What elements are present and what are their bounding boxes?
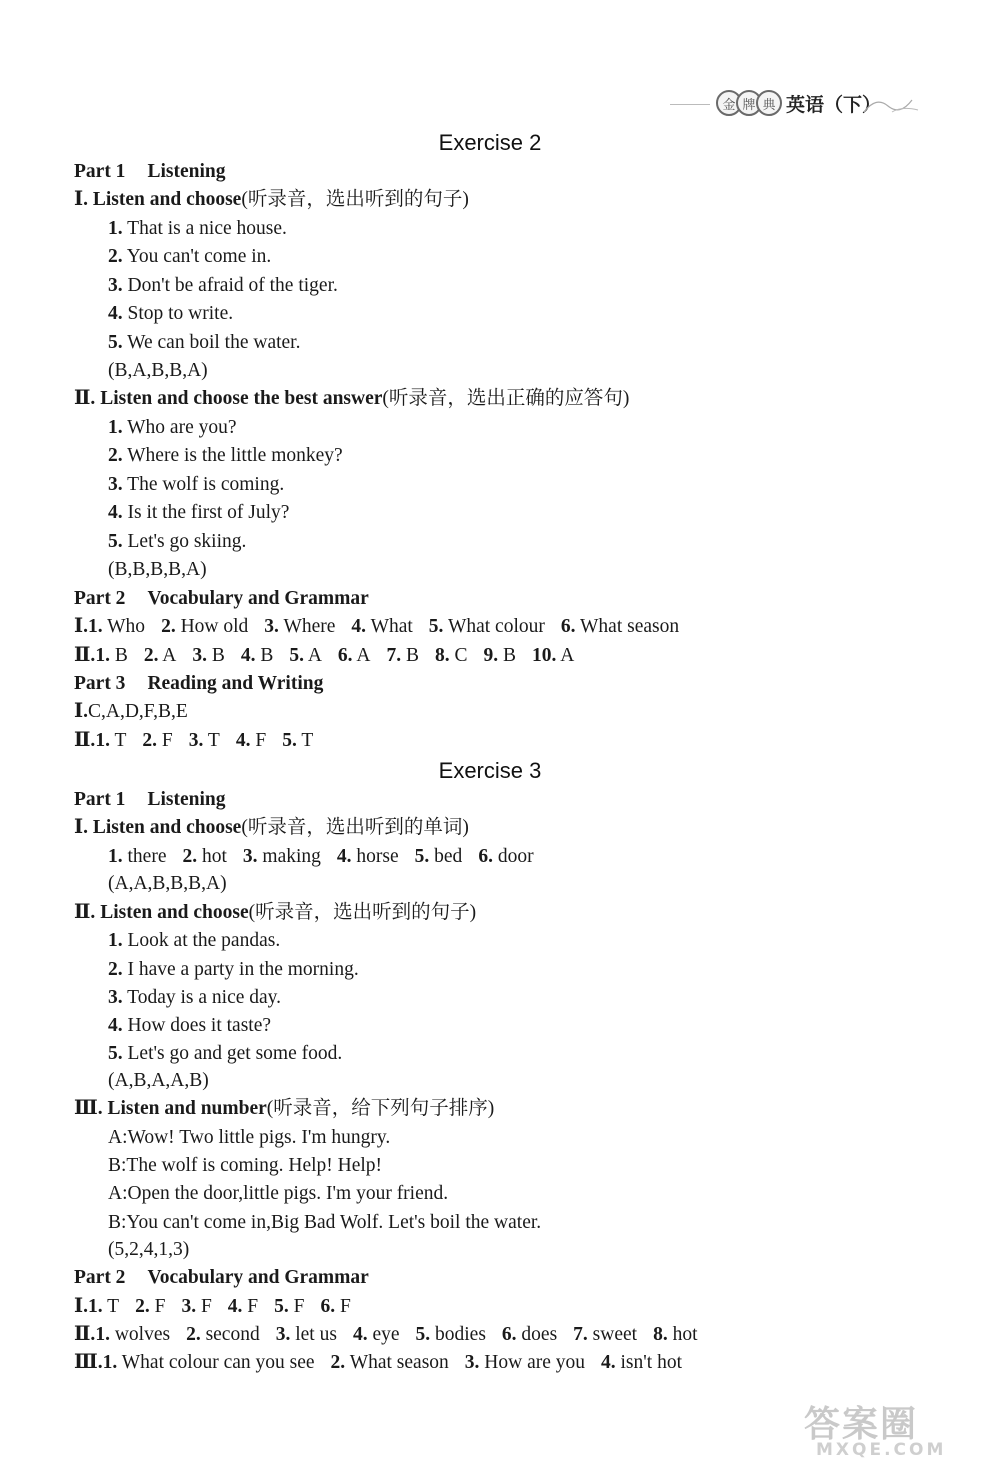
ex3-vocab-3-answers: Ⅲ.1. What colour can you see 2. What season 3. How are you 4. isn't hot [74, 1352, 682, 1373]
ex2-part1-heading: Part 1 Listening [74, 161, 226, 182]
list-item: 1. That is a nice house. [108, 218, 287, 239]
ex3-section-3-heading: Ⅲ. Listen and number(听录音，给下列句子排序) [74, 1098, 495, 1119]
ex3-part1-heading: Part 1 Listening [74, 789, 226, 810]
ex2-part2-heading: Part 2 Vocabulary and Grammar [74, 588, 369, 609]
list-item: 3. The wolf is coming. [108, 474, 285, 495]
subject-label: 英语（下） [786, 94, 882, 116]
list-item: 5. We can boil the water. [108, 332, 301, 353]
list-item: 5. Let's go and get some food. [108, 1043, 343, 1064]
ex2-reading-2-answers: Ⅱ.1. T 2. F 3. T 4. F 5. T [74, 730, 314, 751]
ex2-vocab-1-answers: Ⅰ.1. Who 2. How old 3. Where 4. What 5. What colour 6. What season [74, 616, 680, 637]
exercise-3-title: Exercise 3 [438, 758, 542, 783]
answer-key: (A,B,A,A,B) [108, 1070, 209, 1091]
list-item: 3. Don't be afraid of the tiger. [108, 275, 338, 296]
list-item: 3. Today is a nice day. [108, 987, 282, 1008]
answer-key: (B,B,B,B,A) [108, 559, 207, 580]
logo-char-2: 牌 [736, 90, 762, 116]
answer-key: (A,A,B,B,B,A) [108, 873, 227, 894]
list-item: 2. You can't come in. [108, 246, 272, 267]
dialogue-line: A:Open the door,little pigs. I'm your friend. [108, 1183, 449, 1204]
list-item: 4. Is it the first of July? [108, 502, 290, 523]
ex3-vocab-2-answers: Ⅱ.1. wolves 2. second 3. let us 4. eye 5. bodies 6. does 7. sweet 8. hot [74, 1324, 698, 1345]
ex2-part3-heading: Part 3 Reading and Writing [74, 673, 324, 694]
dialogue-line: B:You can't come in,Big Bad Wolf. Let's boil the water. [108, 1212, 542, 1233]
list-item: 4. How does it taste? [108, 1015, 272, 1036]
ex3-part2-heading: Part 2 Vocabulary and Grammar [74, 1267, 369, 1288]
list-item: 4. Stop to write. [108, 303, 234, 324]
ex3-section-1-heading: Ⅰ. Listen and choose(听录音，选出听到的单词) [74, 817, 469, 838]
header-rule [670, 104, 710, 105]
answer-key: (B,A,B,B,A) [108, 360, 208, 381]
ex2-section-1-heading: Ⅰ. Listen and choose(听录音，选出听到的句子) [74, 189, 469, 210]
dialogue-line: B:The wolf is coming. Help! Help! [108, 1155, 383, 1176]
list-item: 2. Where is the little monkey? [108, 445, 343, 466]
list-item: 1. Look at the pandas. [108, 930, 281, 951]
exercise-2-title: Exercise 2 [438, 130, 542, 155]
dialogue-line: A:Wow! Two little pigs. I'm hungry. [108, 1127, 391, 1148]
list-item: 2. I have a party in the morning. [108, 959, 359, 980]
ex3-vocab-1-answers: Ⅰ.1. T 2. F 3. F 4. F 5. F 6. F [74, 1296, 351, 1317]
watermark-url: MXQE.COM [816, 1440, 947, 1460]
list-item: 5. Let's go skiing. [108, 531, 247, 552]
ex3-section-2-heading: Ⅱ. Listen and choose(听录音，选出听到的句子) [74, 902, 477, 923]
ex3-section-1-words: 1. there 2. hot 3. making 4. horse 5. bed 6. door [108, 846, 534, 867]
page-header [670, 84, 930, 124]
ex2-reading-1-answers: Ⅰ.C,A,D,F,B,E [74, 701, 188, 722]
swirl-decoration-icon [862, 92, 922, 116]
ex2-vocab-2-answers: Ⅱ.1. B 2. A 3. B 4. B 5. A 6. A 7. B 8. C 9. B 10. A [74, 645, 575, 666]
list-item: 1. Who are you? [108, 417, 237, 438]
site-watermark [790, 1396, 980, 1464]
ex2-section-2-heading: Ⅱ. Listen and choose the best answer(听录音，选出正确的应答句) [74, 388, 630, 409]
logo-char-3: 典 [756, 90, 782, 116]
answer-key: (5,2,4,1,3) [108, 1239, 190, 1260]
logo-char-1: 金 [716, 90, 742, 116]
watermark-title: 答案圈 [804, 1404, 919, 1445]
